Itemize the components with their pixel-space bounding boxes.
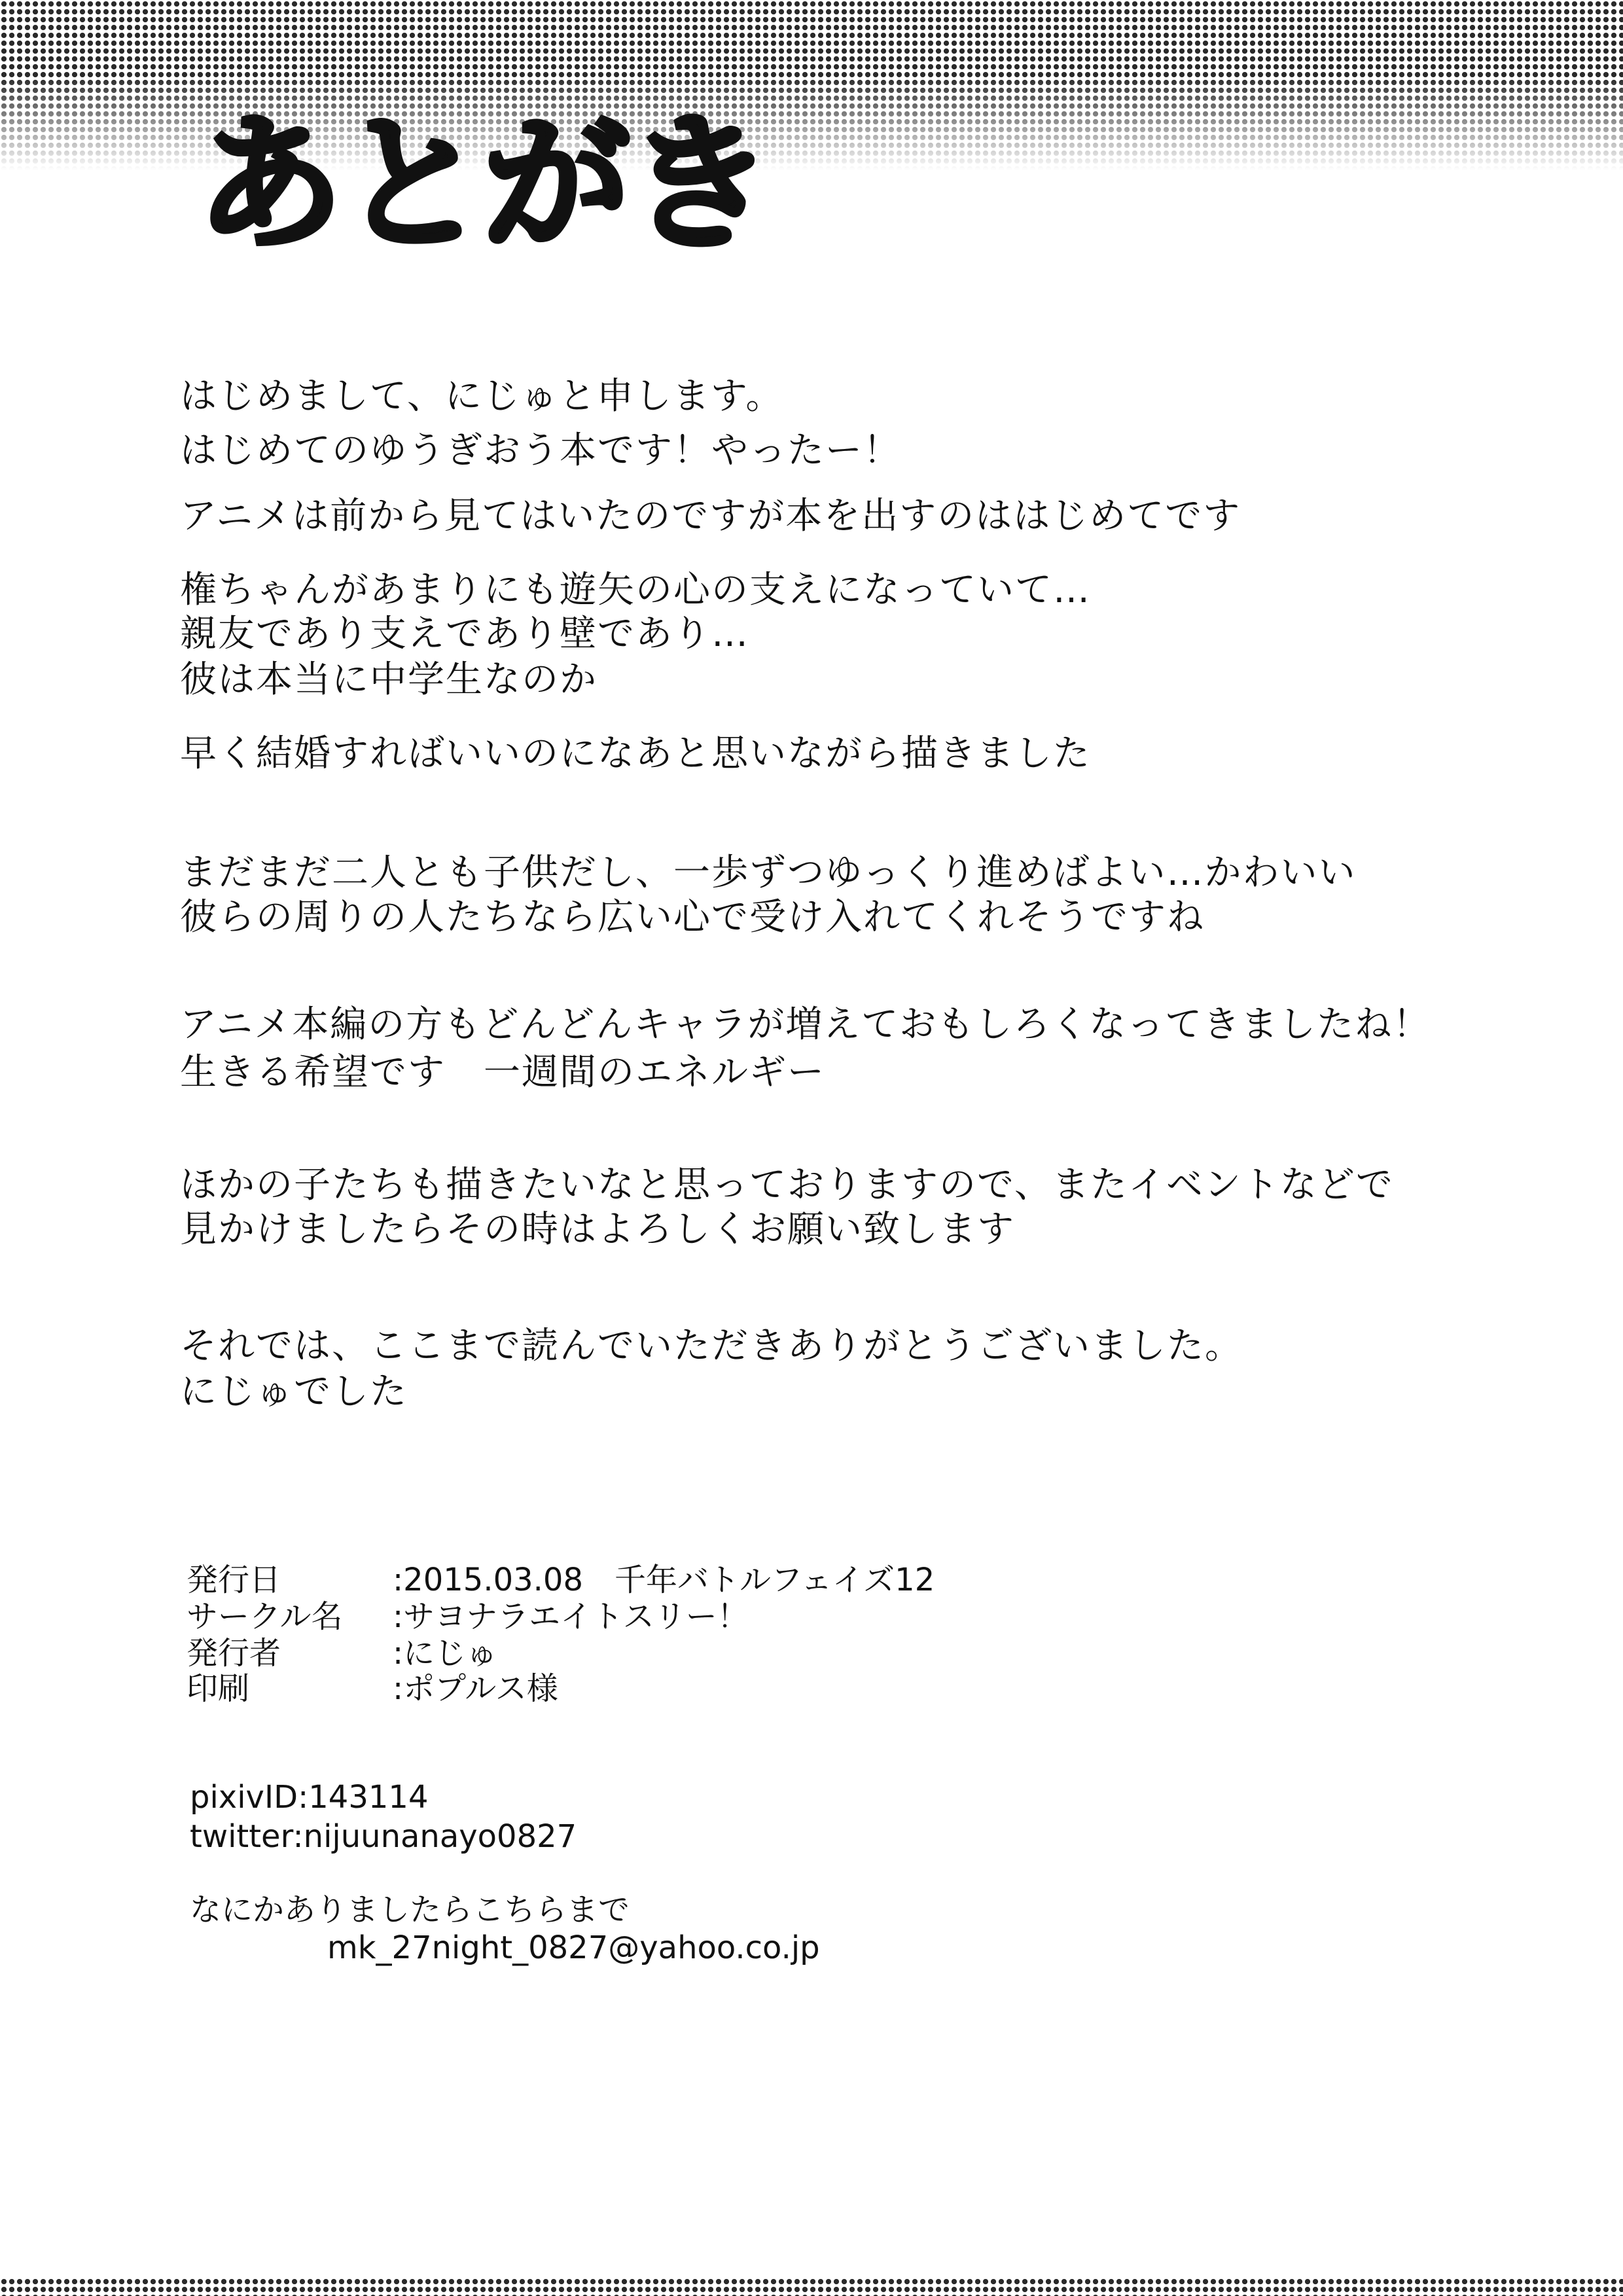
body-line: 彼らの周りの人たちなら広い心で受け入れてくれそうですね [180, 896, 1205, 939]
pixiv-id: pixivID:143114 [190, 1779, 429, 1816]
body-line: ほかの子たちも描きたいなと思っておりますので、またイベントなどで [180, 1164, 1394, 1206]
colophon-label: サークル名 [187, 1598, 343, 1635]
body-line: にじゅでした [180, 1371, 408, 1413]
contact-email: mk_27night_0827@yahoo.co.jp [327, 1929, 820, 1966]
body-line: まだまだ二人とも子供だし、一歩ずつゆっくり進めばよい…かわいい [180, 852, 1357, 894]
body-line: 権ちゃんがあまりにも遊矢の心の支えになっていて… [180, 569, 1091, 611]
colophon-label: 印刷 [187, 1670, 250, 1707]
page-title: あとがき [196, 99, 770, 270]
body-line: 親友であり支えであり壁であり… [180, 613, 749, 655]
colophon-value: :ポプルス様 [393, 1670, 558, 1707]
body-line: アニメ本編の方もどんどんキャラが増えておもしろくなってきましたね！ [180, 1003, 1431, 1046]
body-line: 彼は本当に中学生なのか [180, 658, 597, 701]
body-line: 見かけましたらその時はよろしくお願い致します [180, 1208, 1015, 1251]
screentone-footer [0, 2278, 1623, 2296]
colophon-label: 発行者 [187, 1635, 281, 1672]
contact-note: なにかありましたらこちらまで [190, 1892, 630, 1928]
colophon-value: :にじゅ [393, 1635, 498, 1672]
twitter-handle: twitter:nijuunanayo0827 [190, 1818, 577, 1855]
body-line: アニメは前から見てはいたのですが本を出すのははじめてです [180, 495, 1241, 537]
body-line: 生きる希望です 一週間のエネルギー [180, 1051, 825, 1094]
colophon-label: 発行日 [187, 1562, 281, 1598]
colophon-value: :2015.03.08 千年バトルフェイズ12 [393, 1562, 935, 1598]
body-line: はじめてのゆうぎおう本です！やったー！ [180, 429, 901, 472]
body-line: 早く結婚すればいいのになあと思いながら描きました [180, 732, 1091, 775]
body-line: それでは、ここまで読んでいただきありがとうございました。 [180, 1325, 1243, 1367]
body-line: はじめまして、にじゅと申します。 [180, 375, 784, 418]
colophon-value: :サヨナラエイトスリー！ [393, 1598, 749, 1635]
